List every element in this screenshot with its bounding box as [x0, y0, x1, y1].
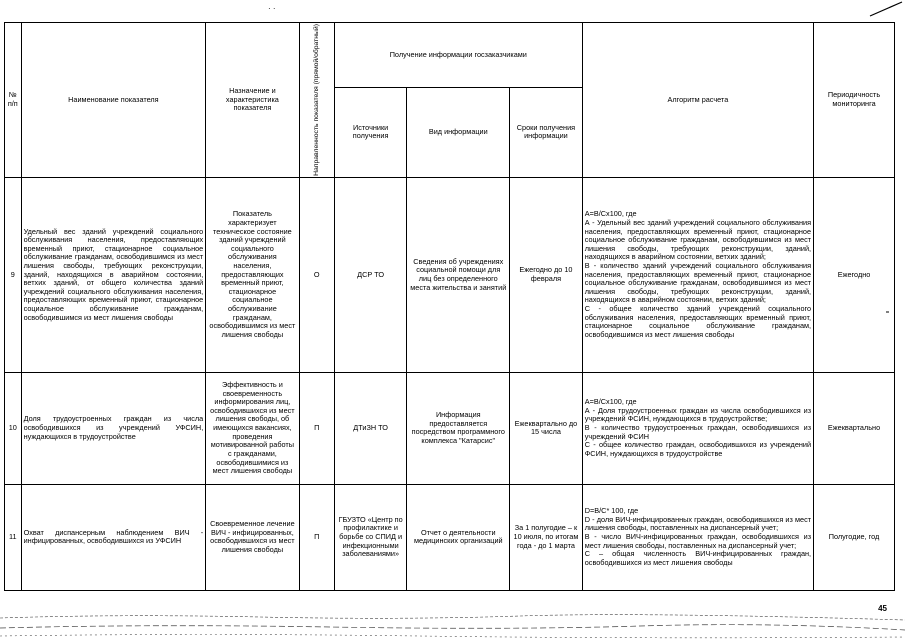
info-type: Отчет о деятельности медицинских организаций: [407, 484, 510, 590]
algorithm-cell: [582, 372, 813, 484]
algorithm-line-a: А - Удельный вес зданий учреждений социального обслуживания населения, предоставляющих временный приют, стационарное социальное обслуживание гражданам, освободившимся из мест лишения свободы, требующих реконструкции, зданий, находящихся в аварийном состоянии, ветхих зданий;: [584, 217, 812, 262]
indicator-name: Доля трудоустроенных граждан из числа освободившихся из учреждений УФСИН, нуждающихся в трудоустройстве: [21, 372, 206, 484]
info-source: ДТиЗН ТО: [334, 372, 407, 484]
algorithm-formula: А=В/Сх100, где: [584, 209, 637, 219]
indicator-name: Охват диспансерным наблюдением ВИЧ - инфицированных, освободившихся из УФСИН: [21, 484, 206, 590]
header-direction-cell: [299, 23, 334, 178]
indicator-purpose: Показатель характеризует техническое состояние зданий учреждений социального обслуживания населения, предоставляющих временный приют, стационарное социальное обслуживание гражданам, освободившимся из мест лишения свободы: [206, 177, 299, 372]
periodicity: Полугодие, год: [814, 484, 895, 590]
header-purpose: Назначение и характеристика показателя: [206, 23, 299, 178]
info-source: ДСР ТО: [334, 177, 407, 372]
algorithm-line-c: С - общее количество граждан, освободившихся из учреждений ФСИН, нуждающихся в трудоустройстве: [584, 440, 812, 458]
row-number: 11: [5, 484, 22, 590]
algorithm-cell: [582, 177, 813, 372]
row-number: 9: [5, 177, 22, 372]
header-info-group: Получение информации госзаказчиками: [334, 23, 582, 88]
indicator-direction: П: [299, 484, 334, 590]
table-row: [5, 484, 895, 590]
table-row: [5, 177, 895, 372]
header-row-1: [5, 23, 895, 88]
algorithm-line-b: В - количество трудоустроенных граждан, освободившихся из учреждений ФСИН: [584, 423, 812, 441]
header-name: Наименование показателя: [21, 23, 206, 178]
algorithm-line-b: В - количество зданий учреждений социального обслуживания населения, предоставляющих временный приют, стационарное социальное обслуживание гражданам, освободившимся из мест лишения свободы, требующих реконструкции, зданий, находящихся в аварийном состоянии, ветхих зданий;: [584, 260, 812, 305]
algorithm-line-b: В - число ВИЧ-инфицированных граждан, освободившихся из мест лишения свободы, поставленных на диспансерный учет;: [584, 532, 812, 550]
row-number: 10: [5, 372, 22, 484]
info-deadline: Ежегодно до 10 февраля: [510, 177, 583, 372]
indicator-direction: О: [299, 177, 334, 372]
info-deadline: За 1 полугодие – к 10 июля, по итогам года - до 1 марта: [510, 484, 583, 590]
header-info-type: Вид информации: [407, 87, 510, 177]
indicator-name: Удельный вес зданий учреждений социального обслуживания населения, предоставляющих временный приют, стационарное социальное обслуживание гражданам, освободившимся из мест лишения свободы, требующих реконструкции, зданий, находящихся в аварийном состоянии, ветхих зданий, от общего количества зданий учреждений социального обслуживания населения, предоставляющих временный приют, стационарное социальное обслуживание гражданам, освободившимся из мест лишения свободы: [21, 177, 206, 372]
info-type: Сведения об учреждениях социальной помощи для лиц без определенного места жительства и занятий: [407, 177, 510, 372]
algorithm-line-c: С - общее количество зданий учреждений социального обслуживания населения, предоставляющих временный приют, стационарное социальное обслуживание гражданам, освободившимся из мест лишения свободы: [584, 304, 812, 339]
header-deadlines: Сроки получения информации: [510, 87, 583, 177]
indicator-purpose: Своевременное лечение ВИЧ - инфицированных, освободившихся из мест лишения свободы: [206, 484, 299, 590]
page-number: 45: [878, 604, 887, 613]
indicator-purpose: Эффективность и своевременность информирования лиц, освободившихся из мест лишения свободы, об имеющихся вакансиях, проведения мотивированной работы с гражданами, освободившимися из мест лишения свободы: [206, 372, 299, 484]
algorithm-formula: А=В/Сх100, где: [584, 397, 637, 407]
monitoring-table: [4, 22, 895, 591]
algorithm-line-c: С – общая численность ВИЧ-инфицированных граждан, освободившихся из мест лишения свободы: [584, 549, 812, 567]
periodicity: Ежегодно: [814, 177, 895, 372]
header-periodicity: Периодичность мониторинга: [814, 23, 895, 178]
header-direction: Направленность показателя (прямой/обратный): [312, 24, 320, 176]
algorithm-line-d: D - доля ВИЧ-инфицированных граждан, освободившихся из мест лишения свободы, поставленных на диспансерный учет;: [584, 514, 812, 533]
header-sources: Источники получения: [334, 87, 407, 177]
header-num: № п/п: [5, 23, 22, 178]
info-type: Информация предоставляется посредством программного комплекса "Катарсис": [407, 372, 510, 484]
algorithm-formula: D=В/С* 100, где: [584, 506, 639, 516]
algorithm-line-a: А - Доля трудоустроенных граждан из числа освободившихся из учреждений ФСИН, нуждающихся в трудоустройстве;: [584, 405, 812, 424]
algorithm-cell: [582, 484, 813, 590]
info-source: ГБУЗТО «Центр по профилактике и борьбе со СПИД и инфекционными заболеваниями»: [334, 484, 407, 590]
scan-mark: · ·: [268, 4, 276, 13]
header-algorithm: Алгоритм расчета: [582, 23, 813, 178]
indicator-direction: П: [299, 372, 334, 484]
periodicity: Ежеквартально: [814, 372, 895, 484]
info-deadline: Ежеквартально до 15 числа: [510, 372, 583, 484]
table-row: [5, 372, 895, 484]
